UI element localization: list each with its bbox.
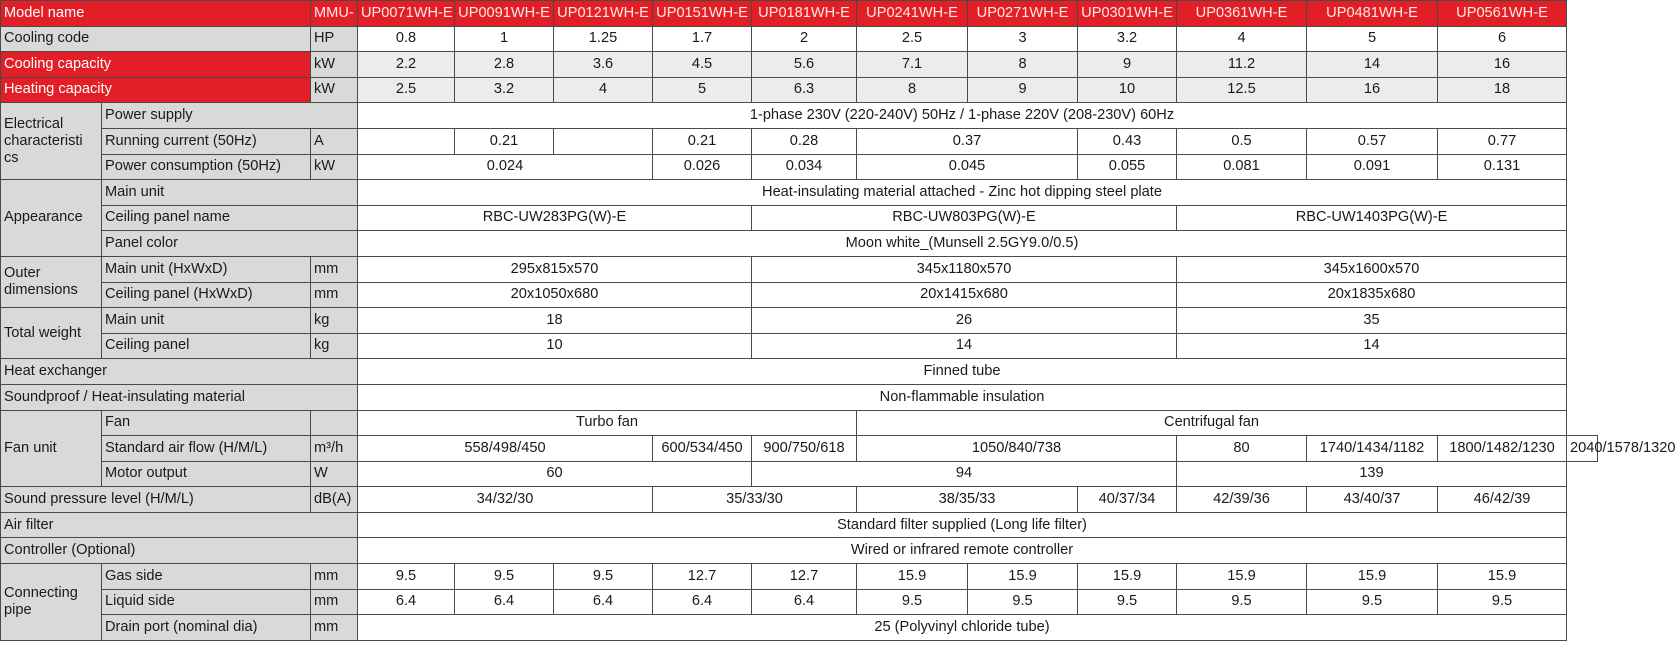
running-current-cell	[554, 128, 653, 154]
sound-pressure-cell: 35/33/30	[653, 487, 857, 513]
fan-type-cell: Centrifugal fan	[857, 410, 1567, 436]
fan-type-cell: Turbo fan	[358, 410, 857, 436]
ceiling-panel-name-cell: RBC-UW283PG(W)-E	[358, 205, 752, 231]
model-cell: UP0181WH-E	[752, 1, 857, 27]
cooling-capacity-cell: 5.6	[752, 52, 857, 78]
air-filter-row	[1, 512, 1598, 538]
power-consumption-cell: 0.045	[857, 154, 1078, 180]
liquid-side-cell: 9.5	[857, 589, 968, 615]
unit-cell: kW	[311, 77, 358, 103]
heating-capacity-cell: 10	[1078, 77, 1177, 103]
fan-unit-label: Fan unit	[1, 410, 102, 487]
total-weight-main-row	[1, 308, 1598, 334]
cooling-code-cell: 4	[1177, 26, 1307, 52]
cooling-capacity-cell: 11.2	[1177, 52, 1307, 78]
power-consumption-row	[1, 154, 1598, 180]
power-consumption-cell: 0.081	[1177, 154, 1307, 180]
sound-pressure-cell: 46/42/39	[1438, 487, 1567, 513]
cooling-capacity-cell: 8	[968, 52, 1078, 78]
liquid-side-cell: 9.5	[1177, 589, 1307, 615]
unit-cell: kW	[311, 154, 358, 180]
appearance-label: Appearance	[1, 180, 102, 257]
air-filter-value: Standard filter supplied (Long life filter)	[358, 512, 1567, 538]
heating-capacity-cell: 18	[1438, 77, 1567, 103]
ceiling-panel-dims-cell: 20x1050x680	[358, 282, 752, 308]
heating-capacity-row	[1, 77, 1598, 103]
running-current-cell: 0.43	[1078, 128, 1177, 154]
cooling-code-cell: 3.2	[1078, 26, 1177, 52]
model-cell: UP0271WH-E	[968, 1, 1078, 27]
unit-cell: A	[311, 128, 358, 154]
main-unit-hwd-label: Main unit (HxWxD)	[102, 256, 311, 282]
soundproof-label: Soundproof / Heat-insulating material	[1, 384, 358, 410]
unit-cell: kg	[311, 308, 358, 334]
main-unit-dims-cell: 345x1180x570	[752, 256, 1177, 282]
gas-side-cell: 9.5	[358, 564, 455, 590]
model-cell: UP0301WH-E	[1078, 1, 1177, 27]
model-cell: UP0091WH-E	[455, 1, 554, 27]
connecting-pipe-label: Connecting pipe	[1, 564, 102, 641]
running-current-cell: 0.5	[1177, 128, 1307, 154]
unit-cell: kW	[311, 52, 358, 78]
gas-side-cell: 15.9	[857, 564, 968, 590]
sound-pressure-label: Sound pressure level (H/M/L)	[1, 487, 311, 513]
ceiling-panel-name-cell: RBC-UW1403PG(W)-E	[1177, 205, 1567, 231]
unit-cell	[311, 410, 358, 436]
running-current-cell: 0.77	[1438, 128, 1567, 154]
unit-cell: mm	[311, 256, 358, 282]
unit-cell: mm	[311, 564, 358, 590]
ceiling-panel-weight-cell: 14	[752, 333, 1177, 359]
heating-capacity-cell: 3.2	[455, 77, 554, 103]
main-unit-weight-cell: 26	[752, 308, 1177, 334]
liquid-side-cell: 9.5	[1078, 589, 1177, 615]
model-cell: UP0241WH-E	[857, 1, 968, 27]
gas-side-cell: 12.7	[752, 564, 857, 590]
cooling-code-cell: 3	[968, 26, 1078, 52]
heat-exchanger-label: Heat exchanger	[1, 359, 358, 385]
running-current-cell	[358, 128, 455, 154]
sound-pressure-row	[1, 487, 1598, 513]
main-unit-weight-cell: 35	[1177, 308, 1567, 334]
ceiling-panel-name-row	[1, 205, 1598, 231]
cooling-capacity-row	[1, 52, 1598, 78]
cooling-capacity-label: Cooling capacity	[1, 52, 311, 78]
weight-ceiling-panel-label: Ceiling panel	[102, 333, 311, 359]
liquid-side-cell: 6.4	[554, 589, 653, 615]
air-flow-cell: 1050/840/738	[857, 436, 1177, 462]
controller-label: Controller (Optional)	[1, 538, 358, 564]
gas-side-cell: 9.5	[455, 564, 554, 590]
appearance-main-row	[1, 180, 1598, 206]
cooling-code-cell: 2	[752, 26, 857, 52]
cooling-code-cell: 6	[1438, 26, 1567, 52]
ceiling-panel-dims-cell: 20x1415x680	[752, 282, 1177, 308]
air-flow-cell: 1740/1434/1182	[1307, 436, 1438, 462]
main-unit-dims-cell: 345x1600x570	[1177, 256, 1567, 282]
cooling-code-cell: 1.7	[653, 26, 752, 52]
cooling-capacity-cell: 16	[1438, 52, 1567, 78]
heating-capacity-cell: 6.3	[752, 77, 857, 103]
panel-color-label: Panel color	[102, 231, 358, 257]
unit-cell: kg	[311, 333, 358, 359]
motor-output-row	[1, 461, 1598, 487]
unit-cell: mm	[311, 282, 358, 308]
drain-port-label: Drain port (nominal dia)	[102, 615, 311, 641]
heating-capacity-cell: 12.5	[1177, 77, 1307, 103]
air-flow-cell: 1800/1482/1230	[1438, 436, 1567, 462]
unit-cell: W	[311, 461, 358, 487]
liquid-side-cell: 6.4	[653, 589, 752, 615]
cooling-code-cell: 2.5	[857, 26, 968, 52]
heat-exchanger-row	[1, 359, 1598, 385]
cooling-capacity-cell: 2.8	[455, 52, 554, 78]
cooling-code-cell: 5	[1307, 26, 1438, 52]
unit-cell: m³/h	[311, 436, 358, 462]
heating-capacity-cell: 4	[554, 77, 653, 103]
running-current-row	[1, 128, 1598, 154]
model-cell: UP0151WH-E	[653, 1, 752, 27]
unit-cell: dB(A)	[311, 487, 358, 513]
cooling-code-cell: 1.25	[554, 26, 653, 52]
gas-side-cell: 15.9	[1078, 564, 1177, 590]
cooling-capacity-cell: 14	[1307, 52, 1438, 78]
main-unit-value: Heat-insulating material attached - Zinc hot dipping steel plate	[358, 180, 1567, 206]
ceiling-panel-dims-cell: 20x1835x680	[1177, 282, 1567, 308]
air-flow-row	[1, 436, 1598, 462]
drain-port-row	[1, 615, 1598, 641]
controller-value: Wired or infrared remote controller	[358, 538, 1567, 564]
power-consumption-cell: 0.055	[1078, 154, 1177, 180]
model-cell: UP0561WH-E	[1438, 1, 1567, 27]
heating-capacity-cell: 2.5	[358, 77, 455, 103]
liquid-side-cell: 6.4	[752, 589, 857, 615]
cooling-capacity-cell: 7.1	[857, 52, 968, 78]
gas-side-cell: 15.9	[1438, 564, 1567, 590]
power-consumption-cell: 0.024	[358, 154, 653, 180]
cooling-code-cell: 1	[455, 26, 554, 52]
unit-cell: HP	[311, 26, 358, 52]
cooling-capacity-cell: 4.5	[653, 52, 752, 78]
running-current-label: Running current (50Hz)	[102, 128, 311, 154]
cooling-capacity-cell: 2.2	[358, 52, 455, 78]
ceiling-panel-weight-cell: 10	[358, 333, 752, 359]
gas-side-cell: 15.9	[968, 564, 1078, 590]
power-supply-label: Power supply	[102, 103, 358, 129]
power-consumption-label: Power consumption (50Hz)	[102, 154, 311, 180]
gas-side-row	[1, 564, 1598, 590]
fan-label: Fan	[102, 410, 311, 436]
cooling-code-label: Cooling code	[1, 26, 311, 52]
heating-capacity-cell: 5	[653, 77, 752, 103]
power-supply-row	[1, 103, 1598, 129]
running-current-cell: 0.37	[857, 128, 1078, 154]
liquid-side-row	[1, 589, 1598, 615]
liquid-side-label: Liquid side	[102, 589, 311, 615]
power-supply-value: 1-phase 230V (220-240V) 50Hz / 1-phase 220V (208-230V) 60Hz	[358, 103, 1567, 129]
total-weight-panel-row	[1, 333, 1598, 359]
sound-pressure-cell: 38/35/33	[857, 487, 1078, 513]
total-weight-label: Total weight	[1, 308, 102, 359]
air-flow-cell: 558/498/450	[358, 436, 653, 462]
running-current-cell: 0.57	[1307, 128, 1438, 154]
heating-capacity-label: Heating capacity	[1, 77, 311, 103]
heating-capacity-cell: 16	[1307, 77, 1438, 103]
main-unit-dims-cell: 295x815x570	[358, 256, 752, 282]
model-cell: UP0481WH-E	[1307, 1, 1438, 27]
motor-output-cell: 94	[752, 461, 1177, 487]
cooling-capacity-cell: 9	[1078, 52, 1177, 78]
model-cell: UP0071WH-E	[358, 1, 455, 27]
gas-side-cell: 9.5	[554, 564, 653, 590]
sound-pressure-cell: 34/32/30	[358, 487, 653, 513]
running-current-cell: 0.21	[653, 128, 752, 154]
ceiling-panel-name-cell: RBC-UW803PG(W)-E	[752, 205, 1177, 231]
power-consumption-cell: 0.091	[1307, 154, 1438, 180]
electrical-label: Electrical characteristi cs	[1, 103, 102, 180]
outer-dimensions-main-row	[1, 256, 1598, 282]
panel-color-row	[1, 231, 1598, 257]
running-current-cell: 0.21	[455, 128, 554, 154]
model-cell: UP0361WH-E	[1177, 1, 1307, 27]
air-flow-cell: 600/534/450	[653, 436, 752, 462]
air-flow-cell: 900/750/618	[752, 436, 857, 462]
panel-color-value: Moon white_(Munsell 2.5GY9.0/0.5)	[358, 231, 1567, 257]
cooling-code-row	[1, 26, 1598, 52]
outer-dimensions-panel-row	[1, 282, 1598, 308]
liquid-side-cell: 9.5	[1307, 589, 1438, 615]
outer-dimensions-label: Outer dimensions	[1, 256, 102, 307]
weight-main-unit-label: Main unit	[102, 308, 311, 334]
main-unit-label: Main unit	[102, 180, 358, 206]
sound-pressure-cell: 43/40/37	[1307, 487, 1438, 513]
controller-row	[1, 538, 1598, 564]
motor-output-label: Motor output	[102, 461, 311, 487]
ceiling-panel-name-label: Ceiling panel name	[102, 205, 358, 231]
air-flow-cell: 2040/1578/1320	[1567, 436, 1598, 462]
heating-capacity-cell: 9	[968, 77, 1078, 103]
model-prefix: MMU-	[311, 1, 358, 27]
soundproof-row	[1, 384, 1598, 410]
unit-cell: mm	[311, 615, 358, 641]
liquid-side-cell: 6.4	[358, 589, 455, 615]
motor-output-cell: 139	[1177, 461, 1567, 487]
ceiling-panel-weight-cell: 14	[1177, 333, 1567, 359]
gas-side-label: Gas side	[102, 564, 311, 590]
cooling-code-cell: 0.8	[358, 26, 455, 52]
sound-pressure-cell: 42/39/36	[1177, 487, 1307, 513]
heating-capacity-cell: 8	[857, 77, 968, 103]
ceiling-panel-hwd-label: Ceiling panel (HxWxD)	[102, 282, 311, 308]
model-name-label: Model name	[1, 1, 311, 27]
air-flow-cell: 80	[1177, 436, 1307, 462]
power-consumption-cell: 0.131	[1438, 154, 1567, 180]
model-cell: UP0121WH-E	[554, 1, 653, 27]
cooling-capacity-cell: 3.6	[554, 52, 653, 78]
gas-side-cell: 12.7	[653, 564, 752, 590]
liquid-side-cell: 6.4	[455, 589, 554, 615]
running-current-cell: 0.28	[752, 128, 857, 154]
sound-pressure-cell: 40/37/34	[1078, 487, 1177, 513]
model-name-row	[1, 1, 1598, 27]
motor-output-cell: 60	[358, 461, 752, 487]
unit-cell: mm	[311, 589, 358, 615]
fan-row	[1, 410, 1598, 436]
power-consumption-cell: 0.026	[653, 154, 752, 180]
gas-side-cell: 15.9	[1177, 564, 1307, 590]
liquid-side-cell: 9.5	[1438, 589, 1567, 615]
drain-port-value: 25 (Polyvinyl chloride tube)	[358, 615, 1567, 641]
air-filter-label: Air filter	[1, 512, 358, 538]
heat-exchanger-value: Finned tube	[358, 359, 1567, 385]
power-consumption-cell: 0.034	[752, 154, 857, 180]
soundproof-value: Non-flammable insulation	[358, 384, 1567, 410]
liquid-side-cell: 9.5	[968, 589, 1078, 615]
main-unit-weight-cell: 18	[358, 308, 752, 334]
gas-side-cell: 15.9	[1307, 564, 1438, 590]
air-flow-label: Standard air flow (H/M/L)	[102, 436, 311, 462]
